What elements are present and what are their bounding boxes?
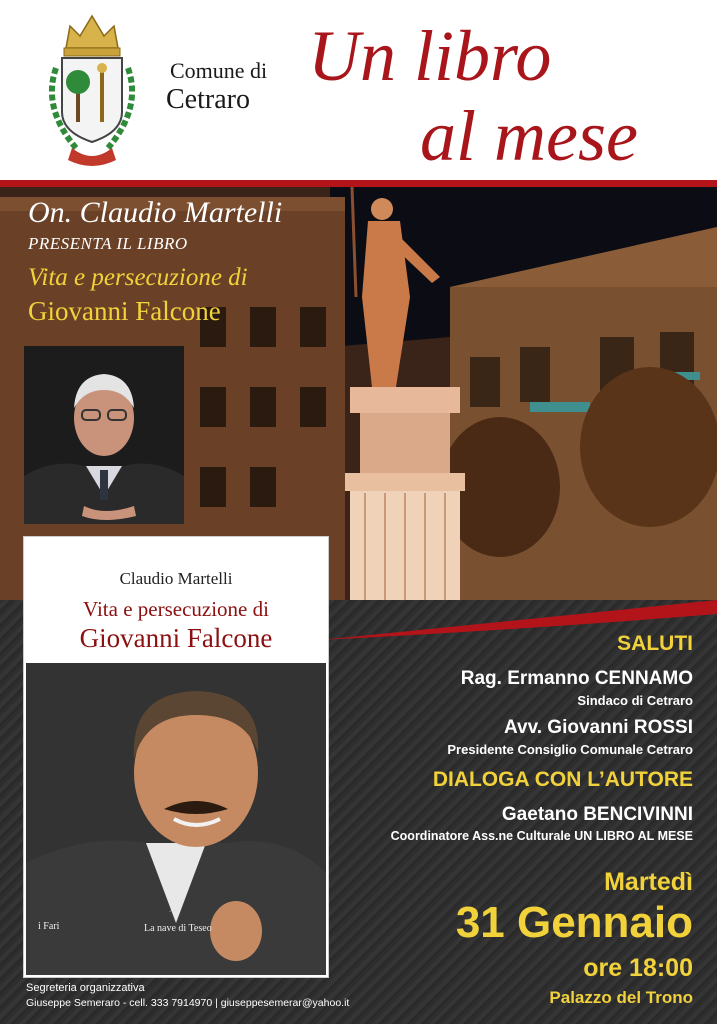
comune-label: Comune di — [170, 58, 268, 83]
poster-title-line2: al mese — [420, 96, 638, 176]
moderator-role: Coordinatore Ass.ne Culturale UN LIBRO AL MESE — [390, 829, 693, 843]
presenter-name: On. Claudio Martelli — [28, 196, 283, 229]
presenter-portrait — [24, 346, 184, 524]
guest-role: Sindaco di Cetraro — [577, 693, 693, 708]
cover-title-line2: Giovanni Falcone — [79, 623, 273, 653]
header-divider — [0, 180, 717, 187]
book-title-line2: Giovanni Falcone — [28, 296, 221, 326]
event-date: 31 Gennaio — [455, 898, 693, 947]
guest-name: Avv. Giovanni ROSSI — [504, 717, 693, 738]
moderator-name: Gaetano BENCIVINNI — [501, 804, 693, 825]
guest-role: Presidente Consiglio Comunale Cetraro — [447, 742, 693, 757]
poster-title-line1: Un libro — [308, 16, 552, 96]
cover-series: i Fari — [38, 921, 60, 932]
book-title-line1: Vita e persecuzione di — [28, 264, 248, 291]
publisher-logo-icon: ⌒ — [169, 911, 179, 922]
greetings-heading: SALUTI — [617, 632, 693, 655]
cover-author: Claudio Martelli — [119, 569, 233, 588]
presents-label: PRESENTA IL LIBRO — [28, 234, 188, 253]
book-cover — [24, 537, 328, 977]
poster-header — [0, 0, 717, 182]
event-day: Martedì — [604, 868, 693, 896]
portrait-illustration — [24, 346, 184, 524]
dialogue-heading: DIALOGA CON L’AUTORE — [432, 768, 693, 791]
secretary-label: Segreteria organizzativa — [26, 982, 145, 994]
cetraro-coat-of-arms-icon — [36, 8, 148, 168]
cover-title-line1: Vita e persecuzione di — [83, 597, 269, 621]
event-venue: Palazzo del Trono — [549, 988, 693, 1007]
guest-name: Rag. Ermanno CENNAMO — [460, 668, 693, 689]
cover-publisher: La nave di Teseo — [144, 923, 212, 934]
secretary-contact: Giuseppe Semeraro - cell. 333 7914970 | giuseppesemerar@yahoo.it — [26, 997, 350, 1009]
event-time: ore 18:00 — [583, 954, 693, 982]
comune-name: Cetraro — [166, 84, 250, 115]
